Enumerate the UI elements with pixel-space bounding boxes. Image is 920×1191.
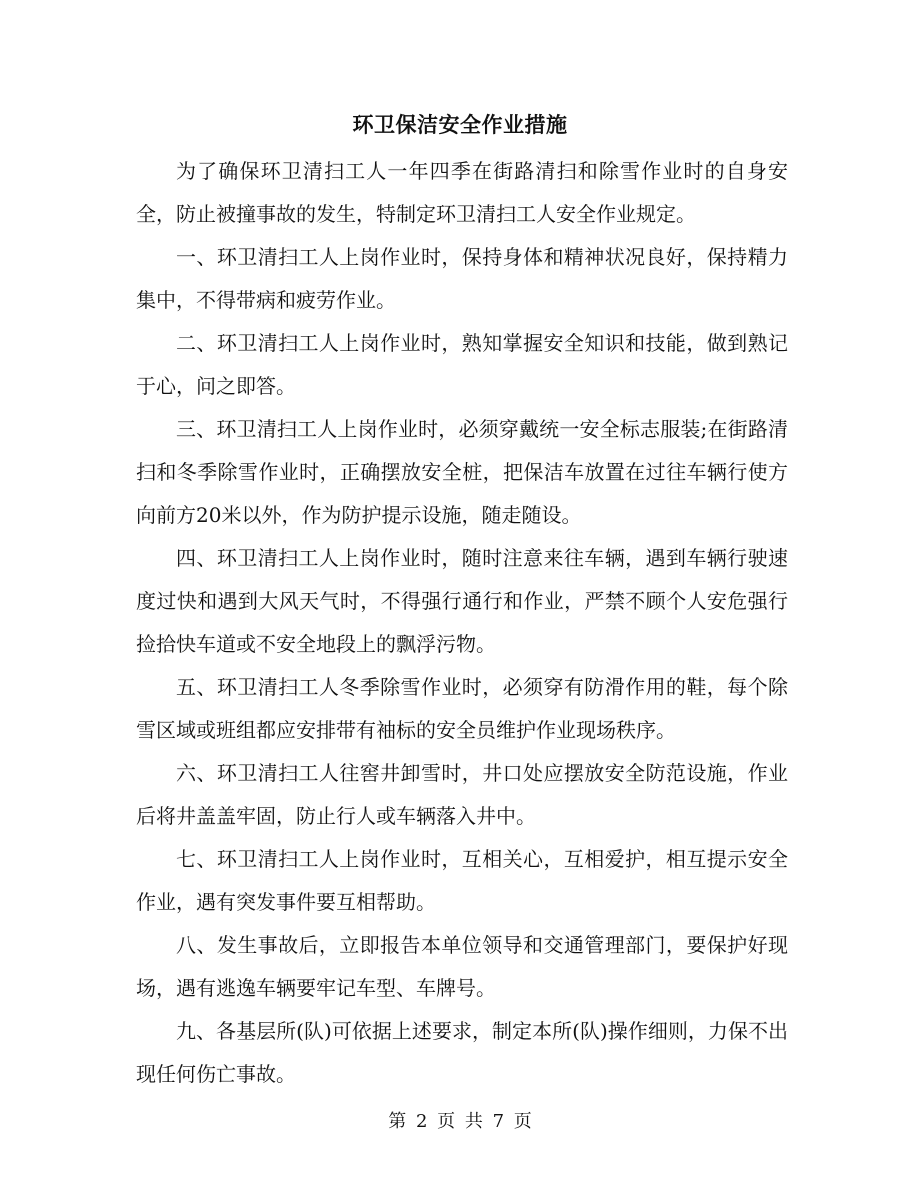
paragraph-intro: 为了确保环卫清扫工人一年四季在街路清扫和除雪作业时的自身安全，防止被撞事故的发生，特制定环卫清扫工人安全作业规定。 bbox=[136, 159, 788, 226]
paragraph-item-7: 七、环卫清扫工人上岗作业时，互相关心，互相爱护，相互提示安全作业，遇有突发事件要互相帮助。 bbox=[136, 847, 788, 914]
paragraph-item-9: 九、各基层所(队)可依据上述要求，制定本所(队)操作细则，力保不出现任何伤亡事故。 bbox=[136, 1019, 788, 1086]
paragraph-item-5: 五、环卫清扫工人冬季除雪作业时，必须穿有防滑作用的鞋，每个除雪区域或班组都应安排带有袖标的安全员维护作业现场秩序。 bbox=[136, 675, 788, 742]
paragraph-item-3: 三、环卫清扫工人上岗作业时，必须穿戴统一安全标志服装;在街路清扫和冬季除雪作业时，正确摆放安全桩，把保洁车放置在过往车辆行使方向前方20米以外，作为防护提示设施，随走随设。 bbox=[136, 417, 788, 527]
paragraph-item-4: 四、环卫清扫工人上岗作业时，随时注意来往车辆，遇到车辆行驶速度过快和遇到大风天气时，不得强行通行和作业，严禁不顾个人安危强行捡拾快车道或不安全地段上的飘浮污物。 bbox=[136, 546, 788, 656]
paragraph-item-6: 六、环卫清扫工人往窖井卸雪时，井口处应摆放安全防范设施，作业后将井盖盖牢固，防止行人或车辆落入井中。 bbox=[136, 761, 788, 828]
document-title: 环卫保洁安全作业措施 bbox=[352, 112, 568, 137]
paragraph-item-8: 八、发生事故后，立即报告本单位领导和交通管理部门，要保护好现场，遇有逃逸车辆要牢记车型、车牌号。 bbox=[136, 933, 788, 1000]
paragraph-item-2: 二、环卫清扫工人上岗作业时，熟知掌握安全知识和技能，做到熟记于心，问之即答。 bbox=[136, 331, 788, 398]
paragraph-item-1: 一、环卫清扫工人上岗作业时，保持身体和精神状况良好，保持精力集中，不得带病和疲劳作业。 bbox=[136, 245, 788, 312]
document-body bbox=[136, 150, 788, 1096]
page-number: 第 2 页 共 7 页 bbox=[388, 1111, 532, 1132]
